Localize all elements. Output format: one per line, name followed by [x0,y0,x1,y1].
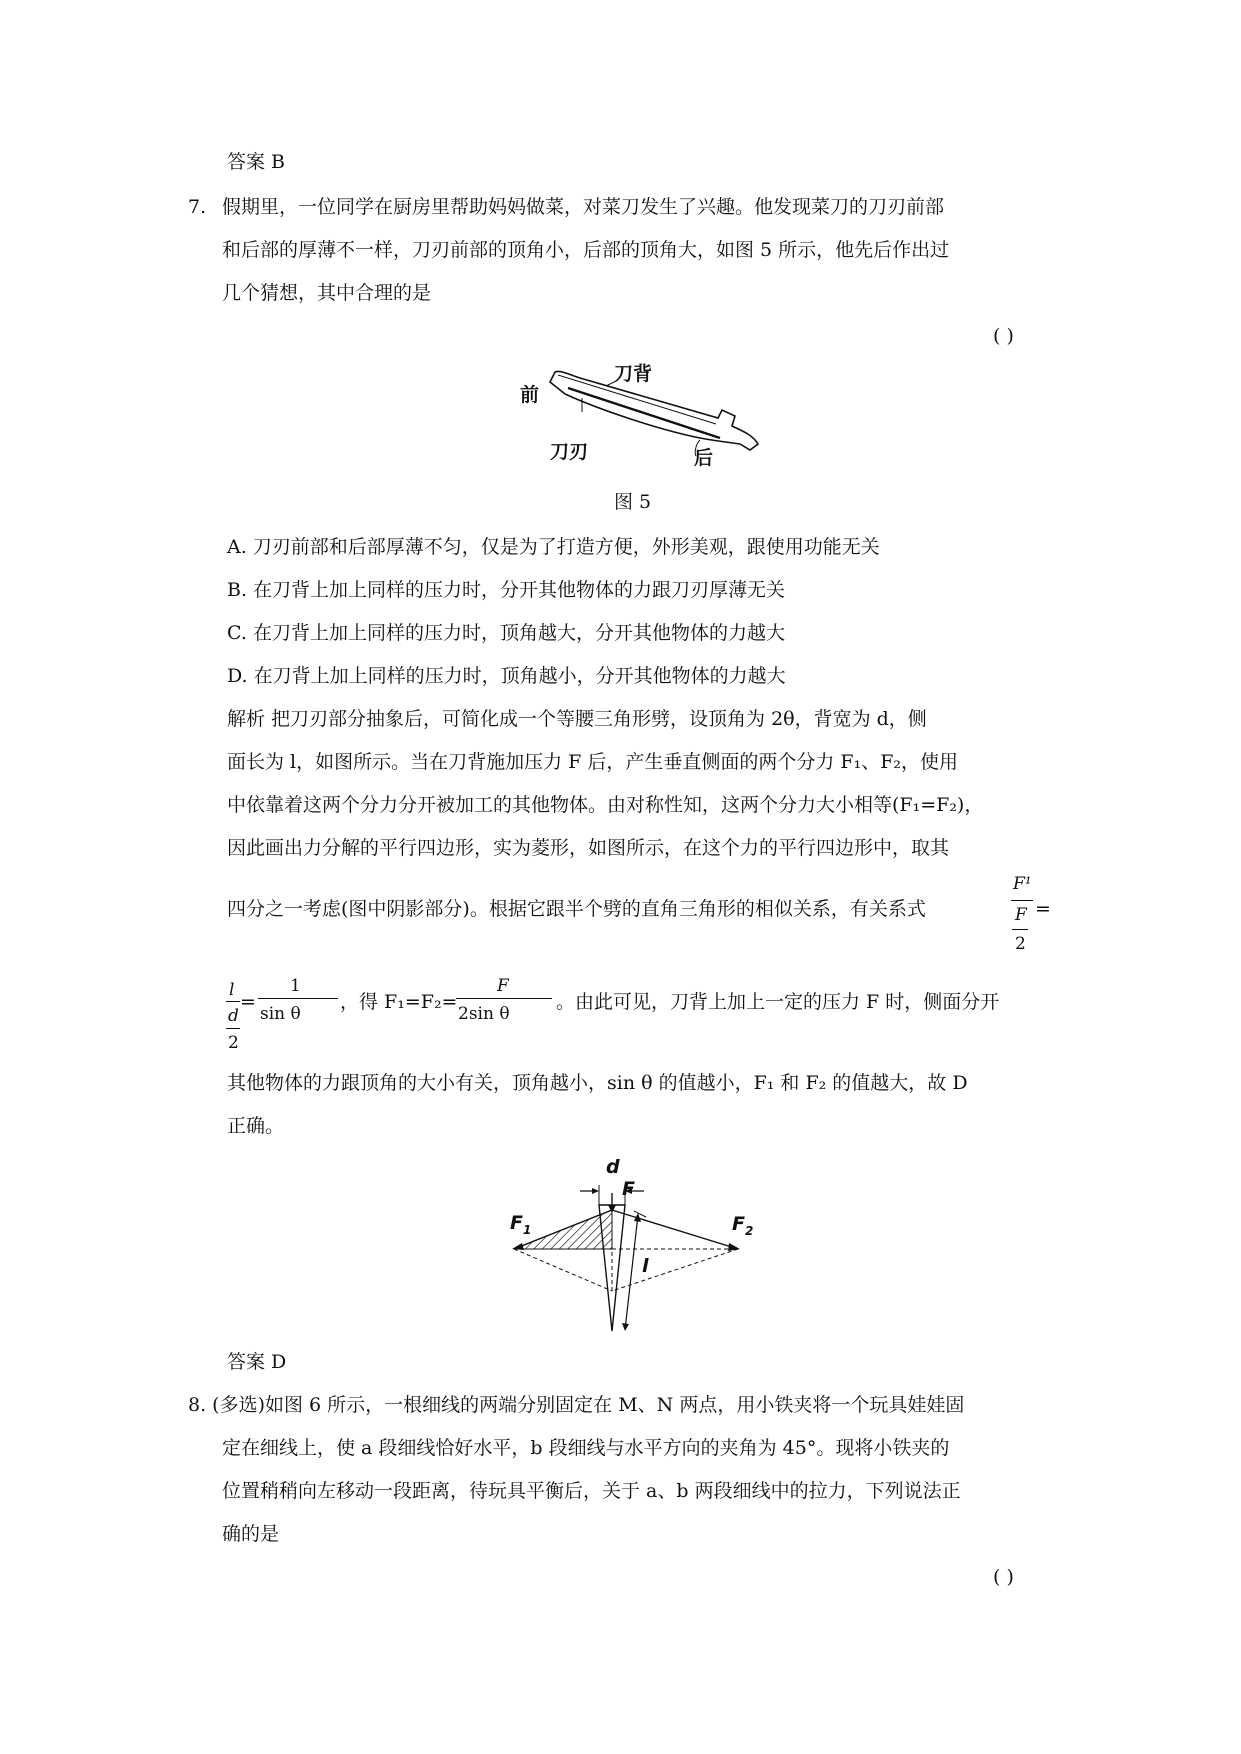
eq-f-numerator: F [1015,905,1027,925]
force-label-F1: $F_1$ [510,1212,532,1237]
eq-F: F [497,976,509,996]
eq-sin: sin θ [260,1004,301,1024]
eq-equals-b: = [240,991,256,1013]
knife-label-back: 刀背 [614,363,653,385]
analysis-line-1: 解析 把刀刃部分抽象后，可简化成一个等腰三角形劈，设顶角为 2θ，背宽为 d，侧 [227,708,927,730]
diag-dashed-right [612,1249,738,1291]
analysis-line-3: 中依靠着这两个分力分开被加工的其他物体。由对称性知，这两个分力大小相等(F₁=F₂)， [227,794,984,816]
eq-frac-bar-5 [258,998,338,999]
question-7-number: 7. [188,196,207,218]
diag-dashed-left [514,1249,612,1291]
force-label-d: d [606,1156,620,1178]
previous-answer: 答案 B [227,151,286,173]
analysis-line-5: 四分之一考虑(图中阴影部分)。根据它跟半个劈的直角三角形的相似关系，有关系式 [227,898,926,920]
force-label-F: F [622,1178,635,1200]
question-7-line-2: 和后部的厚薄不一样，刀刃前部的顶角小，后部的顶角大，如图 5 所示，他先后作出过 [222,239,950,261]
knife-edge-line [568,388,720,438]
eq-frac-bar-4 [226,1028,240,1029]
question-7-line-3: 几个猜想，其中合理的是 [222,282,432,304]
eq-two: 2 [1015,934,1026,954]
answer-7: 答案 D [227,1351,287,1373]
option-d: D. 在刀背上加上同样的压力时，顶角越小，分开其他物体的力越大 [227,665,786,687]
option-b: B. 在刀背上加上同样的压力时，分开其他物体的力跟刀刃厚薄无关 [227,579,786,601]
eq-tail: 。由此可见，刀背上加上一定的压力 F 时，侧面分开 [556,991,1000,1013]
eq-2sin: 2sin θ [458,1004,510,1024]
knife-label-front: 前 [520,384,540,406]
eq-two-b: 2 [228,1033,239,1053]
question-8-line-3: 位置稍稍向左移动一段距离，待玩具平衡后，关于 a、b 两段细线中的拉力，下列说法正 [222,1480,961,1502]
eq-get: ，得 F₁=F₂= [340,991,458,1013]
analysis-line-8: 正确。 [227,1115,285,1137]
eq-frac-bar-6 [456,998,552,999]
line-f2 [612,1210,738,1249]
answer-paren-7: ( ) [993,325,1014,347]
eq-equals: = [1035,898,1051,920]
figure-5-caption: 图 5 [614,491,652,513]
eq-frac-bar-2 [1012,929,1028,930]
question-7-line-1: 假期里，一位同学在厨房里帮助妈妈做菜，对菜刀发生了兴趣。他发现菜刀的刀刃前部 [222,196,945,218]
knife-label-rear: 后 [694,447,714,469]
force-label-l: l [642,1255,649,1277]
question-8-line-1: 8. (多选)如图 6 所示，一根细线的两端分别固定在 M、N 两点，用小铁夹将一个玩具娃娃固 [188,1394,965,1416]
eq-l: l [229,980,235,1000]
option-a: A. 刀刃前部和后部厚薄不匀，仅是为了打造方便，外形美观，跟使用功能无关 [227,536,880,558]
knife-blade-outline [550,371,758,450]
f1-arrowhead [512,1243,524,1250]
l-tick-top [634,1211,646,1217]
eq-f-superscript: F¹ [1013,874,1032,894]
analysis-line-2: 面长为 l，如图所示。当在刀背施加压力 F 后，产生垂直侧面的两个分力 F₁、F₂，使用 [227,751,959,773]
eq-frac-bar-1 [1011,900,1033,901]
eq-frac-bar-3 [226,1001,240,1002]
answer-paren-8: ( ) [993,1566,1014,1588]
eq-d: d [228,1006,239,1026]
option-c: C. 在刀背上加上同样的压力时，顶角越大，分开其他物体的力越大 [227,622,785,644]
force-label-F2: $F_2$ [732,1213,754,1238]
l-arrow [625,1215,638,1330]
eq-one: 1 [290,976,301,996]
f2-arrowhead [728,1243,740,1251]
analysis-line-4: 因此画出力分解的平行四边形，实为菱形，如图所示，在这个力的平行四边形中，取其 [227,837,950,859]
question-8-line-4: 确的是 [222,1523,280,1545]
analysis-line-7: 其他物体的力跟顶角的大小有关，顶角越小，sin θ 的值越小，F₁ 和 F₂ 的值越大，故 D [227,1072,968,1094]
knife-label-edge: 刀刃 [550,441,589,463]
question-8-line-2: 定在细线上，使 a 段细线恰好水平，b 段细线与水平方向的夹角为 45°。现将小铁夹的 [222,1437,950,1459]
